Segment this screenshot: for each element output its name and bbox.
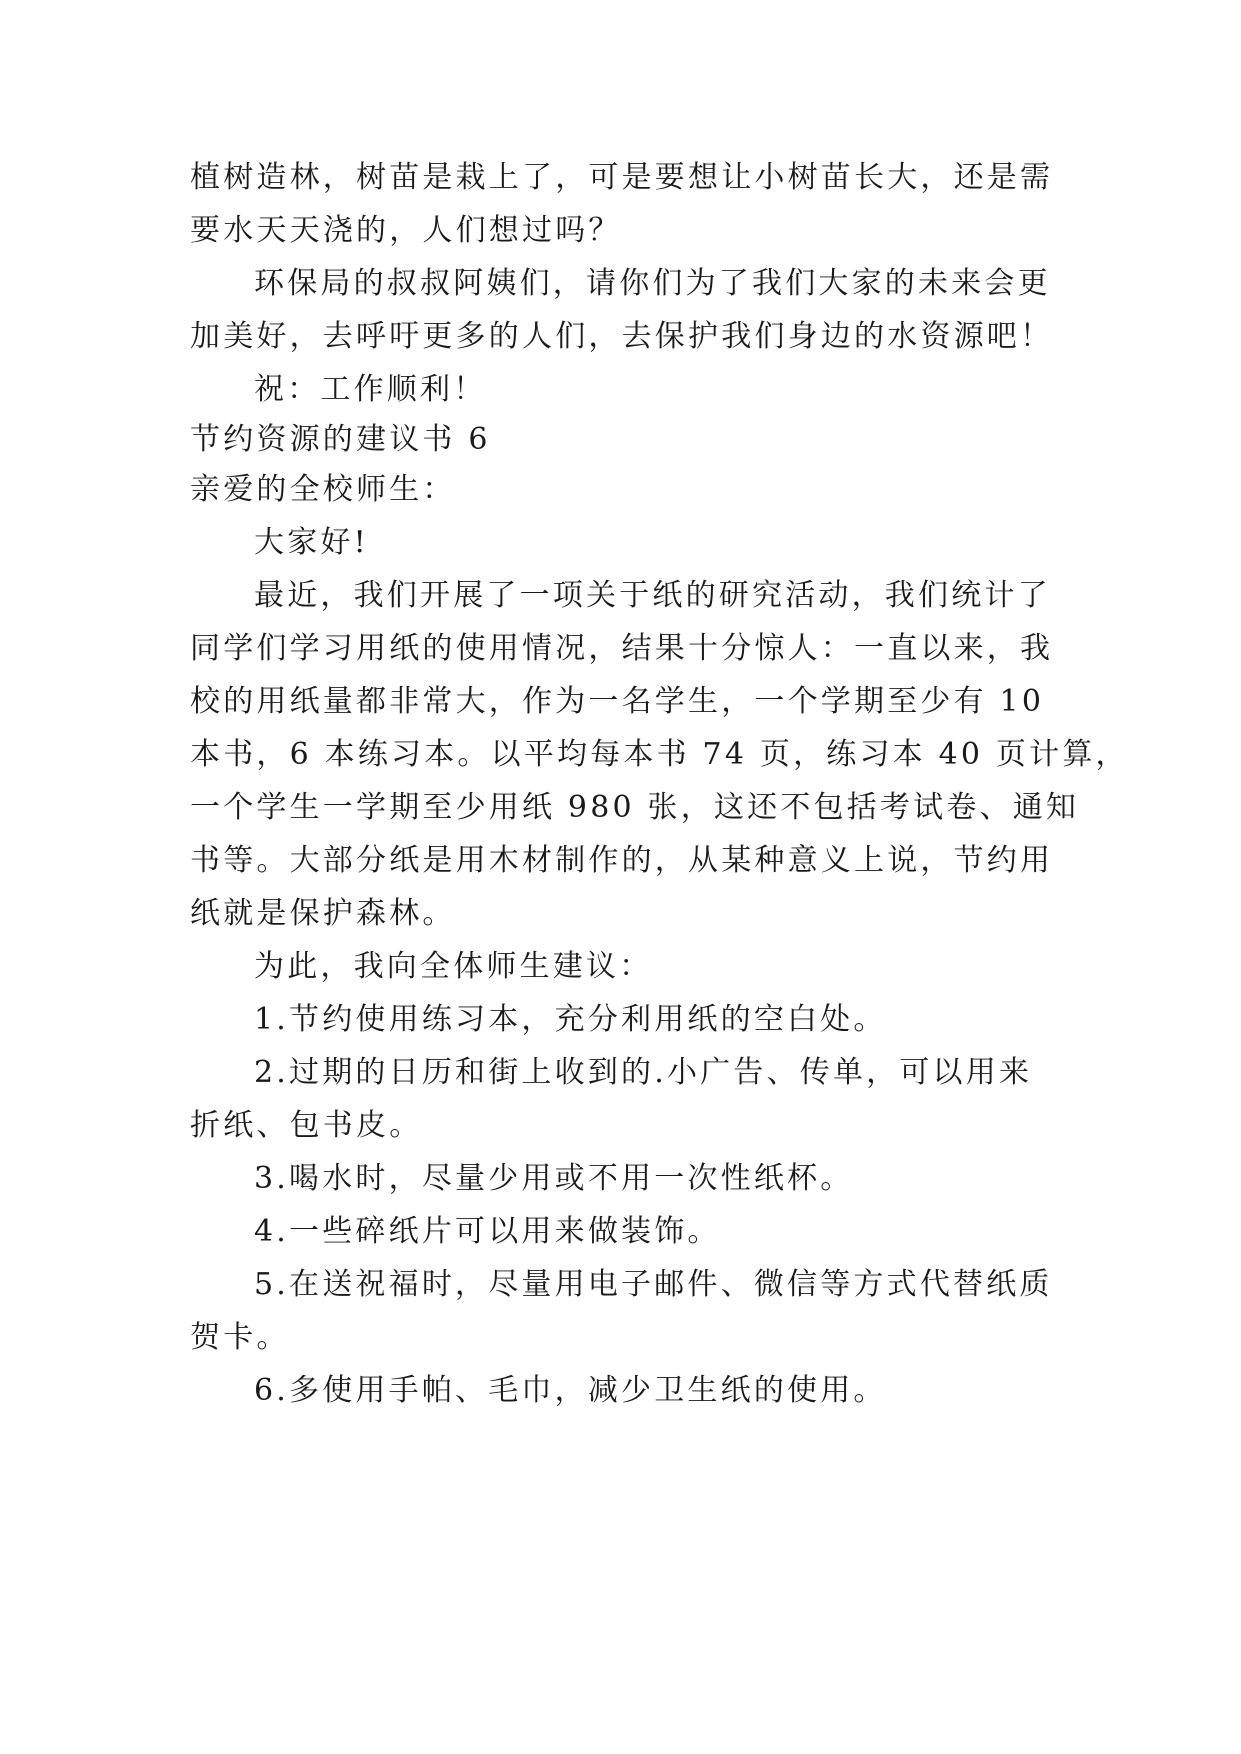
list-item: 4.一些碎纸片可以用来做装饰。	[254, 1214, 721, 1249]
text-line: 纸就是保护森林。	[190, 896, 456, 931]
text-line: 祝：工作顺利！	[254, 372, 487, 407]
list-item: 2.过期的日历和街上收到的.小广告、传单，可以用来	[254, 1055, 1033, 1090]
text-line: 环保局的叔叔阿姨们，请你们为了我们大家的未来会更	[254, 266, 1051, 301]
text-line: 为此，我向全体师生建议：	[254, 949, 653, 984]
section-title: 节约资源的建议书 6	[190, 422, 491, 457]
list-item-continuation: 贺卡。	[190, 1320, 290, 1355]
greeting: 大家好!	[254, 525, 369, 560]
list-item: 1.节约使用练习本，充分利用纸的空白处。	[254, 1002, 887, 1037]
salutation: 亲爱的全校师生：	[190, 472, 456, 507]
text-line: 要水天天浇的，人们想过吗？	[190, 213, 622, 248]
text-line: 加美好，去呼吁更多的人们，去保护我们身边的水资源吧！	[190, 319, 1054, 354]
text-line: 书等。大部分纸是用木材制作的，从某种意义上说，节约用	[190, 843, 1054, 878]
text-line: 最近，我们开展了一项关于纸的研究活动，我们统计了	[254, 578, 1051, 613]
text-line: 同学们学习用纸的使用情况，结果十分惊人：一直以来，我	[190, 631, 1054, 666]
text-line: 一个学生一学期至少用纸 980 张，这还不包括考试卷、通知	[190, 790, 1080, 825]
list-item: 6.多使用手帕、毛巾，减少卫生纸的使用。	[254, 1373, 887, 1408]
text-line: 植树造林，树苗是栽上了，可是要想让小树苗长大，还是需	[190, 160, 1054, 195]
list-item-continuation: 折纸、包书皮。	[190, 1108, 423, 1143]
text-line: 校的用纸量都非常大，作为一名学生，一个学期至少有 10	[190, 684, 1045, 719]
text-line: 本书，6 本练习本。以平均每本书 74 页，练习本 40 页计算，	[190, 737, 1129, 772]
list-item: 5.在送祝福时，尽量用电子邮件、微信等方式代替纸质	[254, 1267, 1053, 1302]
list-item: 3.喝水时，尽量少用或不用一次性纸杯。	[254, 1161, 854, 1196]
